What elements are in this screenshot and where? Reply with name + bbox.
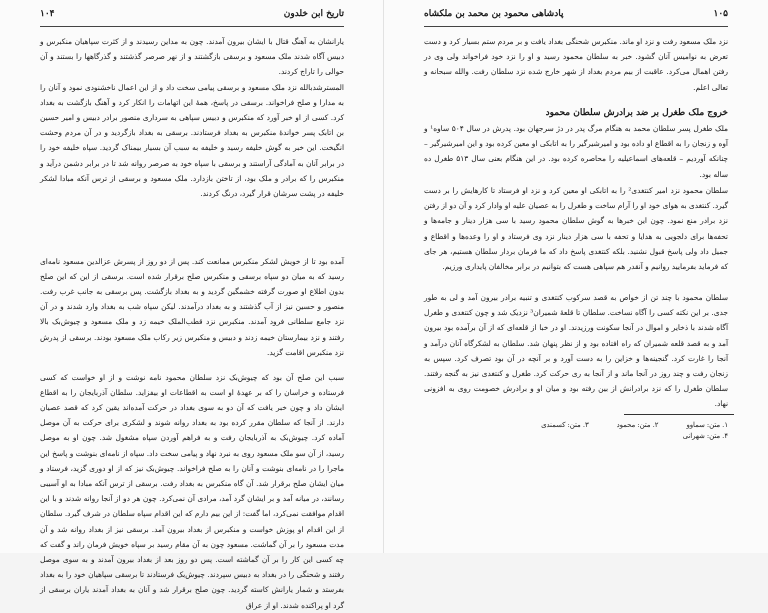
right-page-running-title: پادشاهی محمود بن محمد بن ملکشاه (424, 9, 564, 19)
right-page-number: ۱۰۵ (713, 9, 728, 19)
right-paragraph-4: سلطان محمود با چند تن از خواص به قصد سرکوب کنتغدی و تنبیه برادر بیرون آمد و لی به طور جدی. بر این نکته کسی را آگاه نساخت. سلطان تا قلعهٔ شمیران³ نزدیک شد و چون کنتغدی و طغرل آگاه شدند با ذخایر و اموال در آنجا سکونت ورزیدند. او در خبا از قلعه‌ای که از آن برآمده بود بیرون آمد و به قصد قلعه شمیران که راه افتاده بود و از نظر پنهان شد. سلطان به لشکرگاه آنان درآمد و آنجا را غارت کرد. گنجینه‌ها و خزاین را به دست آورد و بر آنچه در آن بود تصرف کرد. سپس به زنجان رفت و چند روز در آنجا ماند و از آنجا به ری حرکت کرد. طغرل و کنتغدی نیز به گنجه رفتند. سلطان طغرل را که نزد برادرانش از بین رفته بود و میان او و برادرش خصومت روی به افزونی نهاد. (424, 293, 728, 409)
left-page (0, 0, 384, 610)
right-page-header (424, 6, 728, 22)
left-paragraph-1: یارانشان به آهنگ قتال با ایشان بیرون آمدند. چون به مداین رسیدند و از کثرت سپاهیان منکبرس و دبیس آگاه شدند ملک مسعود و برسقی بازگشتند و از نهر صرصر گذشتند و گذرگاهها را بستند و آن حوالی را تاراج کردند. (40, 37, 344, 77)
right-page (384, 0, 768, 553)
right-header-rule (424, 26, 728, 27)
footnote-rule (624, 414, 734, 415)
left-paragraph-3: آمده بود تا از خویش لشکر منکبرس ممانعت کند. پس از دو روز از پسرش عزالدین مسعود نامه‌ای رسید که به میان دو سپاه برسقی و منکبرس صلح برقرار شده است. برسقی از این که این صلح بدون اطلاع او صورت گرفته خشمگین گردید و به بغداد بازگشت. پس برسقی به جانب غرب رفت. منصور و حسین نیز از آب گذشتند و به بغداد درآمدند. لیکن سپاه شب به بغداد وارد شدند و در آن نزد جامع سلطانی فرود آمدند. منکبرس نزد قطب‌الملک خیمه زد و ملک مسعود و چیوش‌بک بالا رفتند و نزد بیمارستان خیمه زدند و دبیس و منکبرس زیر رکاب ملک مسعود بودند. برسقی از پدرش نزد منکبرس اقامت گزید. (40, 256, 344, 357)
footnote-1: ۱. متن: سماوو (686, 421, 728, 429)
right-paragraph-1: نزد ملک مسعود رفت و نزد او ماند. منکبرس شحنگی بغداد یافت و بر مردم ستم بسیار کرد و دست تعرض به نوامیس آنان گشود. خبر به سلطان محمود رسید و او را نزد خود فراخواند ولی وی در رفتن اهمال می‌کرد. عاقبت از بیم مردم بغداد از شهر خارج شده نزد سلطان رفت. والله سبحانه و تعالی اعلم. (424, 37, 728, 92)
left-header-rule (40, 26, 344, 27)
left-page-running-title: تاریخ ابن خلدون (283, 9, 344, 19)
footnote-row (424, 420, 728, 431)
footnote-3: ۳. متن: کسمندی (541, 421, 589, 429)
footnote-row (424, 431, 728, 442)
section-heading: خروج ملک طغرل بر ضد برادرش سلطان محمود (545, 108, 728, 118)
right-paragraph-3: سلطان محمود نزد امیر کنتغدی² را به اتابکی او معین کرد و نزد او فرستاد تا کارهایش را بر دست گیرد. کنتغدی به هوای خود او را آرام ساخت و طغرل را به عصیان علیه او وادار کرد و آن دو از رفتن نزد برادر منع نمود. چون این خبرها به گوش سلطان محمود رسید با سی هزار دینار و جامه‌ها و تحفه‌ها برای دلجویی به هدایا و تحفه با سی هزار دینار نزد وی فرستاد و او را وعده‌ها و اقطاع و جمیل داد ولی پاسخ قبول نشنید. بلکه کنتغدی پاسخ داد که ما فرمان بردار سلطان هستیم، هر جای که فرماید بفرمایید روانیم و آنقدر هم سپاهی هست که بتوانیم در برابر مخالفان پایداری ورزیم. (424, 186, 728, 272)
left-page-header (40, 6, 344, 22)
left-paragraph-4: سبب این صلح آن بود که چیوش‌بک نزد سلطان محمود نامه نوشت و از او خواست که کسی فرستاده و خراسان را که بر عهدهٔ او است به اقطاعات او بیفزاید. سلطان آذربایجان را به اقطاع ایشان داد و چون خبر یافت که آن دو به سوی بغداد در حرکت آمده‌اند یقین کرد که قصد عصیان دارند. از آنجا که سلطان مقرر کرده بود به بغداد روانه شوند و لشکری برای حرکت به آن موصل آماده کرد. چیوش‌بک به آذربایجان رفت و به فراهم آوردن سپاه مشغول شد. چون او به موصل رسید، از آن سو ملک مسعود روی به نبرد نهاد و پیامی سخت داد. سپاه از نامه‌ای بنوشت و پاسخ این ماجرا را در نامه‌ای بنوشت و آنان را به صلح فراخواند. چیوش‌بک نیز که از او دوری گزید، فرستاد و میان ایشان صلح برقرار شد. آن گاه منکبرس به بغداد رفت. برسقی از ترس آنکه مبادا به او آسیبی رسانند، در میانه آمد و بر ایشان گرد آمد، مرادی آن نمی‌کرد. چون هر دو از آنجا روانه شدند و با این اقدام موافقت نمی‌کرد، اما گفت: از این بیم دارم که این اقدام سپاه سلطان در شرف گیرد. سلطان از این اقدام او پوزش خواست و منکبرس از بغداد بیرون آمد. برسقی نیز از بغداد روانه شد و آن مدت مسعود را بر آن گماشت. مسعود چون به آن مقام رسید بر سپاه خویش فرمان راند و گفت که چه کسی این کار را بر آن گماشته است. پس دو روز بعد از بغداد بیرون آمدند و به سوی موصل رفتند و شحنگی را در بغداد به دبیس سپردند. چیوش‌بک فرستادند تا برسقی سپاهیان خود را به بغداد بفرستد و شمار یارانش کاسته گردید. چون صلح برقرار شد و آنان به بغداد آمدند یاران برسقی از گرد او پراکنده شدند. او از عراق (39, 372, 344, 610)
left-page-number: ۱۰۴ (40, 9, 55, 19)
right-page-body (424, 34, 728, 409)
right-paragraph-2: ملک طغرل پسر سلطان محمد به هنگام مرگ پدر در دژ سرجهان بود. پدرش در سال ۵۰۴ ساوه¹ و آوه و زنجان را به اقطاع او داده بود و امیرشیرگیر را به اتابکی او معین کرده بود و این امیرشیرگیر – چنانکه آوردیم – قلعه‌های اسماعیلیه را محاصره کرده بود. در این هنگام بعنی سال ۵۱۳ طغرل ده ساله بود. (424, 124, 728, 179)
left-page-body (39, 34, 344, 610)
footnote-2: ۲. متن: محمود (616, 421, 659, 429)
left-paragraph-2: المسترشدبالله نزد ملک مسعود و برسقی پیامی سخت داد و از این اعمال ناخشنودی نمود و آنان را به مدارا و صلح فراخواند. برسقی در پاسخ، همهٔ این اتهامات را انکار کرد و آهنگ بازگشت به بغداد کرد. کسی از او خبر آورد که منکبرس و دبیس سپاهی به سرداری منصور برادر دبیس و امیر حسین بن اتابک پسر خواندهٔ منکبرس به بغداد فرستادند. برسقی به بغداد بازگردید و در آن مردم وحشت انگیخت. این خبر به گوش خلیفه رسید و خلیفه به سبب آن بسیار بیمناک گردید. سپاه خلیفه خود را در برابر آنان به آمادگی آراستند و برسقی با سپاه خود به صرصر روانه شد تا در برابر دشمن درآید و منکبرس را که برادر و ملک بود، از تاختن بازدارد. ملک مسعود و برسقی از ترس آنکه مبادا لشکر خلیفه در پشت سرشان قرار گیرد، درنگ کردند. (40, 82, 344, 199)
footnotes (424, 420, 728, 442)
footnote-4: ۴. متن: شهرانی (682, 432, 728, 440)
